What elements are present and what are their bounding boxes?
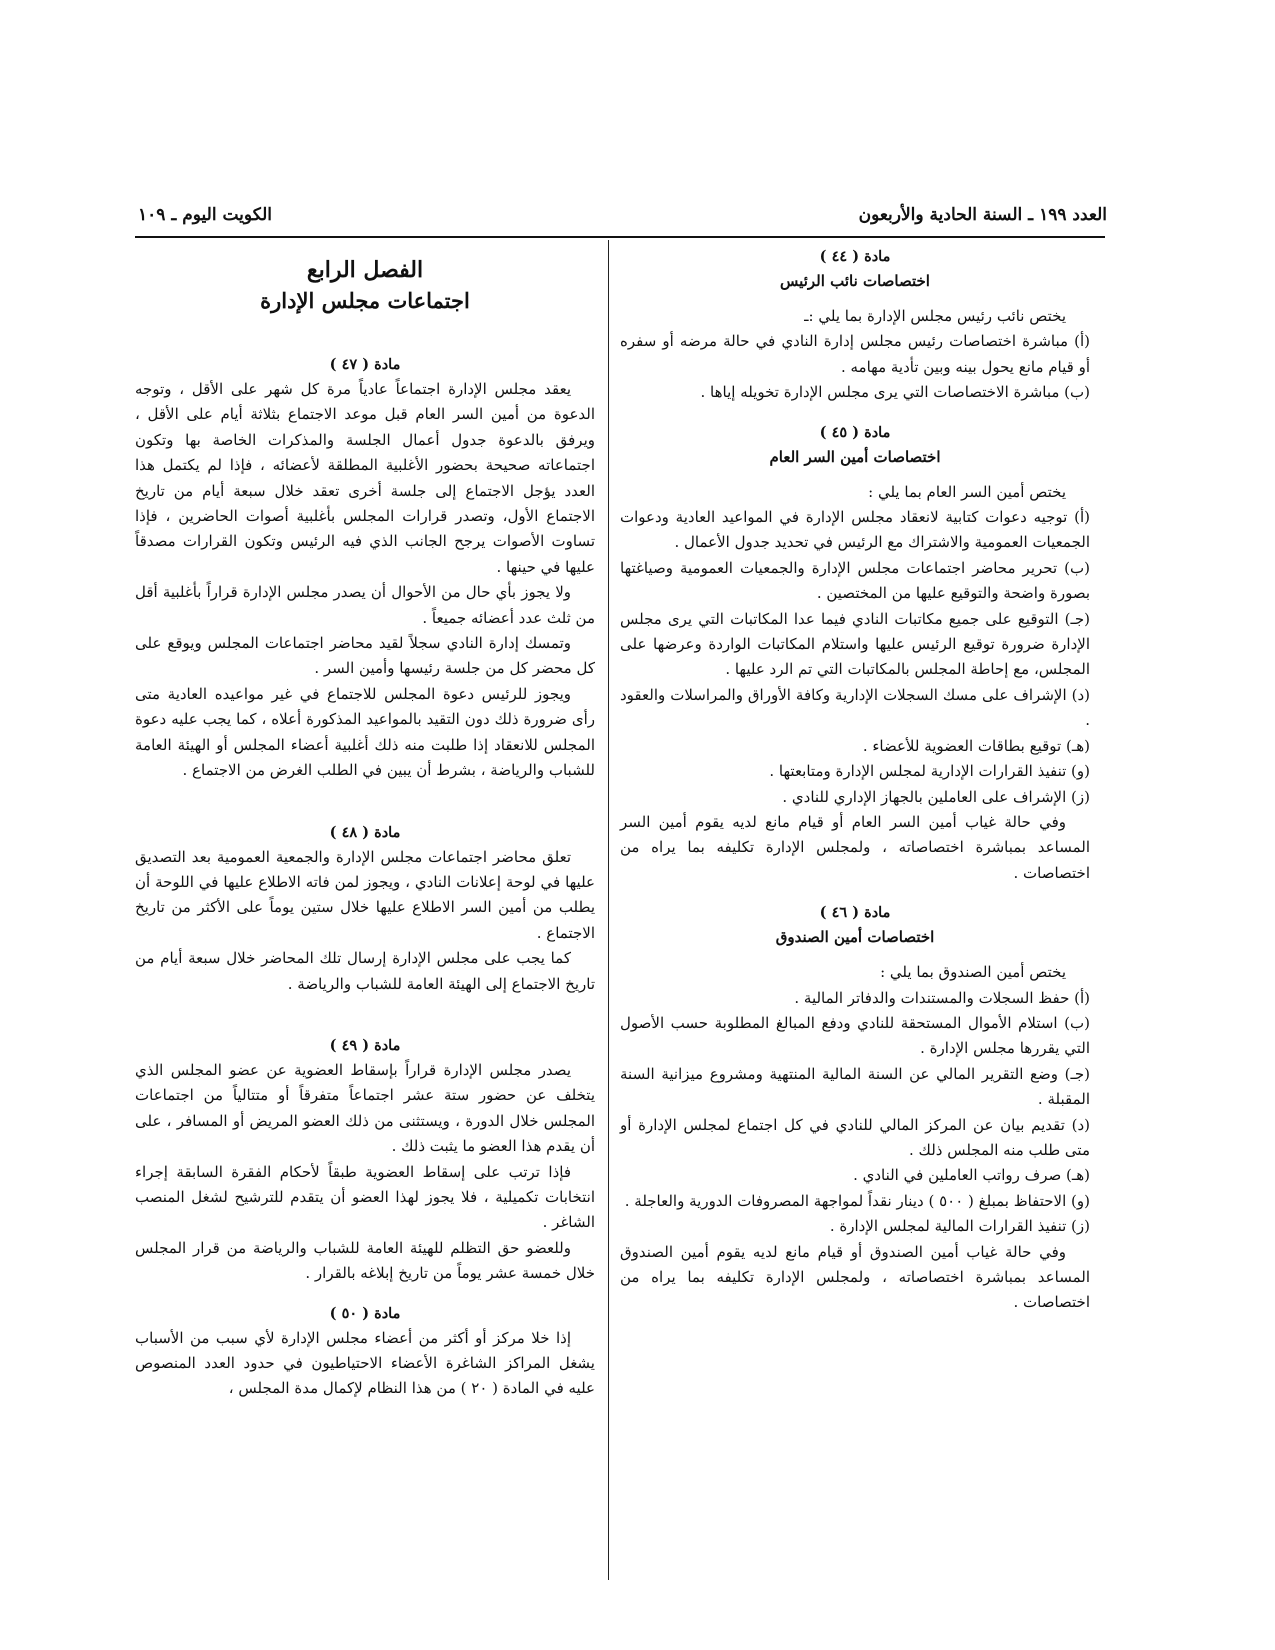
article-45-item-a: (أ) توجيه دعوات كتابية لانعقاد مجلس الإدارة في المواعيد العادية ودعوات الجمعيات العمومية والاشتراك مع الرئيس في تحديد جدول الأعمال . [620,508,1090,552]
article-46-item-c: (جـ) وضع التقرير المالي عن السنة المالية المنتهية ومشروع ميزانية السنة المقبلة . [620,1064,1090,1109]
article-45-item-d: (د) الإشراف على مسك السجلات الإدارية وكافة الأوراق والمراسلات والعقود . [620,685,1090,730]
article-45-closing: وفي حالة غياب أمين السر العام أو قيام مانع لديه يقوم أمين السر المساعد بمباشرة اختصاصاته ، ولمجلس الإدارة تكليفه بما يراه من اختصاصات . [620,812,1090,882]
article-49-paragraph: وللعضو حق التظلم للهيئة العامة للشباب والرياضة من قرار المجلس خلال خمسة عشر يوماً من تاريخ إبلاغه بالقرار . [135,1238,595,1283]
article-46-title: اختصاصات أمين الصندوق [775,928,935,947]
article-46-closing: وفي حالة غياب أمين الصندوق أو قيام مانع لديه يقوم أمين الصندوق المساعد بمباشرة اختصاصاته ، ولمجلس الإدارة تكليفه بما يراه من اختصاصات . [620,1242,1090,1312]
article-46-intro: يختص أمين الصندوق بما يلي : [880,963,1066,982]
article-47-paragraph: ويجوز للرئيس دعوة المجلس للاجتماع في غير مواعيده العادية متى رأى ضرورة ذلك دون التقيد بالمواعيد المذكورة أعلاه ، كما يجب عليه دعوة المجلس للانعقاد إذا طلبت منه ذلك أغلبية أعضاء المجلس أو الهيئة العامة للشباب والرياضة ، بشرط أن يبين في الطلب الغرض من الاجتماع . [135,684,595,780]
article-46-item-e: (هـ) صرف رواتب العاملين في النادي . [853,1166,1090,1185]
article-48-heading: مادة ( ٤٨ ) [329,823,401,841]
article-44-item-b: (ب) مباشرة الاختصاصات التي يرى مجلس الإدارة تخويله إياها . [700,383,1090,402]
article-47-paragraph: وتمسك إدارة النادي سجلاً لقيد محاضر اجتماعات المجلس ويوقع على كل محضر كل من جلسة رئيسها وأمين السر . [135,634,595,678]
article-44-heading: مادة ( ٤٤ ) [819,248,891,265]
article-45-title: اختصاصات أمين السر العام [769,447,941,466]
article-48-paragraph: تعلق محاضر اجتماعات مجلس الإدارة والجمعية العمومية بعد التصديق عليها في لوحة إعلانات النادي ، ويجوز لمن فاته الاطلاع عليها في اللوحة أن يطلب من أمين السر الاطلاع عليها خلال ستين يوماً على الأكثر من تاريخ الاجتماع . [135,847,595,942]
article-46-item-a: (أ) حفظ السجلات والمستندات والدفاتر المالية . [794,988,1090,1007]
column-divider [608,240,609,1580]
article-49-paragraph: يصدر مجلس الإدارة قراراً بإسقاط العضوية عن عضو المجلس الذي يتخلف عن حضور ستة عشر اجتماعاً متفرقاً أو متتالياً من اجتماعات المجلس خلال الدورة ، ويستثنى من ذلك العضو المريض أو المسافر ، على أن يقدم هذا العضو ما يثبت ذلك . [135,1060,595,1156]
article-44-item-a: (أ) مباشرة اختصاصات رئيس مجلس إدارة النادي في حالة مرضه أو سفره أو قيام مانع يحول بينه وبين تأدية مهامه . [620,332,1090,376]
article-45-intro: يختص أمين السر العام بما يلي : [868,482,1066,501]
article-46-item-g: (ز) تنفيذ القرارات المالية لمجلس الإدارة . [829,1217,1090,1236]
article-47-heading: مادة ( ٤٧ ) [329,356,401,373]
article-49-heading: مادة ( ٤٩ ) [329,1036,401,1054]
header-page-number: الكويت اليوم ـ ١٠٩ [138,205,272,225]
article-50-paragraph: إذا خلا مركز أو أكثر من أعضاء مجلس الإدارة لأي سبب من الأسباب يشغل المراكز الشاغرة الأعضاء الاحتياطيون في حدود العدد المنصوص عليه في المادة ( ٢٠ ) من هذا النظام لإكمال مدة المجلس ، [135,1328,595,1398]
article-46-item-d: (د) تقديم بيان عن المركز المالي للنادي في كل اجتماع لمجلس الإدارة أو متى طلب منه المجلس ذلك . [620,1115,1090,1159]
article-45-item-f: (و) تنفيذ القرارات الإدارية لمجلس الإدارة ومتابعتها . [769,762,1090,781]
article-45-item-c: (جـ) التوقيع على جميع مكاتبات النادي فيما عدا المكاتبات التي يرى مجلس الإدارة ضرورة توقيع الرئيس عليها واستلام المكاتبات الواردة وعرضها على المجلس، مع إحاطة المجلس بالمكاتبات التي تم الرد عليها . [620,609,1090,679]
article-50-heading: مادة ( ٥٠ ) [329,1304,401,1322]
article-46-item-f: (و) الاحتفاظ بمبلغ ( ٥٠٠ ) دينار نقداً لمواجهة المصروفات الدورية والعاجلة . [624,1191,1090,1210]
article-47-paragraph: ولا يجوز بأي حال من الأحوال أن يصدر مجلس الإدارة قراراً بأغلبية أقل من ثلث عدد أعضائه جميعاً . [135,583,595,627]
article-46-item-b: (ب) استلام الأموال المستحقة للنادي ودفع المبالغ المطلوبة حسب الأصول التي يقررها مجلس الإدارة . [620,1013,1090,1058]
right-column [620,244,1090,1316]
left-column [135,250,595,1402]
article-48-paragraph: كما يجب على مجلس الإدارة إرسال تلك المحاضر خلال سبعة أيام من تاريخ الاجتماع إلى الهيئة العامة للشباب والرياضة . [135,949,595,993]
chapter-title: اجتماعات مجلس الإدارة [260,288,470,313]
article-45-item-g: (ز) الإشراف على العاملين بالجهاز الإداري للنادي . [782,787,1090,806]
article-47-paragraph: يعقد مجلس الإدارة اجتماعاً عادياً مرة كل شهر على الأقل ، وتوجه الدعوة من أمين السر العام قبل موعد الاجتماع بثلاثة أيام على الأقل ، ويرفق بالدعوة جدول أعمال الجلسة والمذكرات الخاصة بها وتكون اجتماعاته صحيحة بحضور الأغلبية المطلقة لأعضائه ، فإذا لم يكتمل هذا العدد يؤجل الاجتماع إلى جلسة أخرى تعقد خلال سبعة أيام من تاريخ الاجتماع الأول، وتصدر قرارات المجلس بأغلبية أصوات الحاضرين ، فإذا تساوت الأصوات يرجح الجانب الذي فيه الرئيس وتكون القرارات مصدقاً عليها في حينها . [135,380,595,576]
article-46-heading: مادة ( ٤٦ ) [819,904,891,922]
article-45-item-e: (هـ) توقيع بطاقات العضوية للأعضاء . [862,736,1090,755]
article-45-item-b: (ب) تحرير محاضر اجتماعات مجلس الإدارة والجمعيات العمومية وصياغتها بصورة واضحة والتوقيع عليها من المختصين . [620,558,1090,603]
header-issue: العدد ١٩٩ ـ السنة الحادية والأربعون [858,205,1107,225]
header-rule [135,236,1105,238]
article-45-heading: مادة ( ٤٥ ) [819,423,891,441]
article-44-intro: يختص نائب رئيس مجلس الإدارة بما يلي :ـ [804,307,1066,325]
article-44-title: اختصاصات نائب الرئيس [780,272,930,290]
article-49-paragraph: فإذا ترتب على إسقاط العضوية طبقاً لأحكام الفقرة السابقة إجراء انتخابات تكميلية ، فلا يجوز لهذا العضو أن يتقدم للترشيح لشغل المنصب الشاغر . [135,1162,595,1232]
chapter-heading: الفصل الرابع [306,257,424,283]
